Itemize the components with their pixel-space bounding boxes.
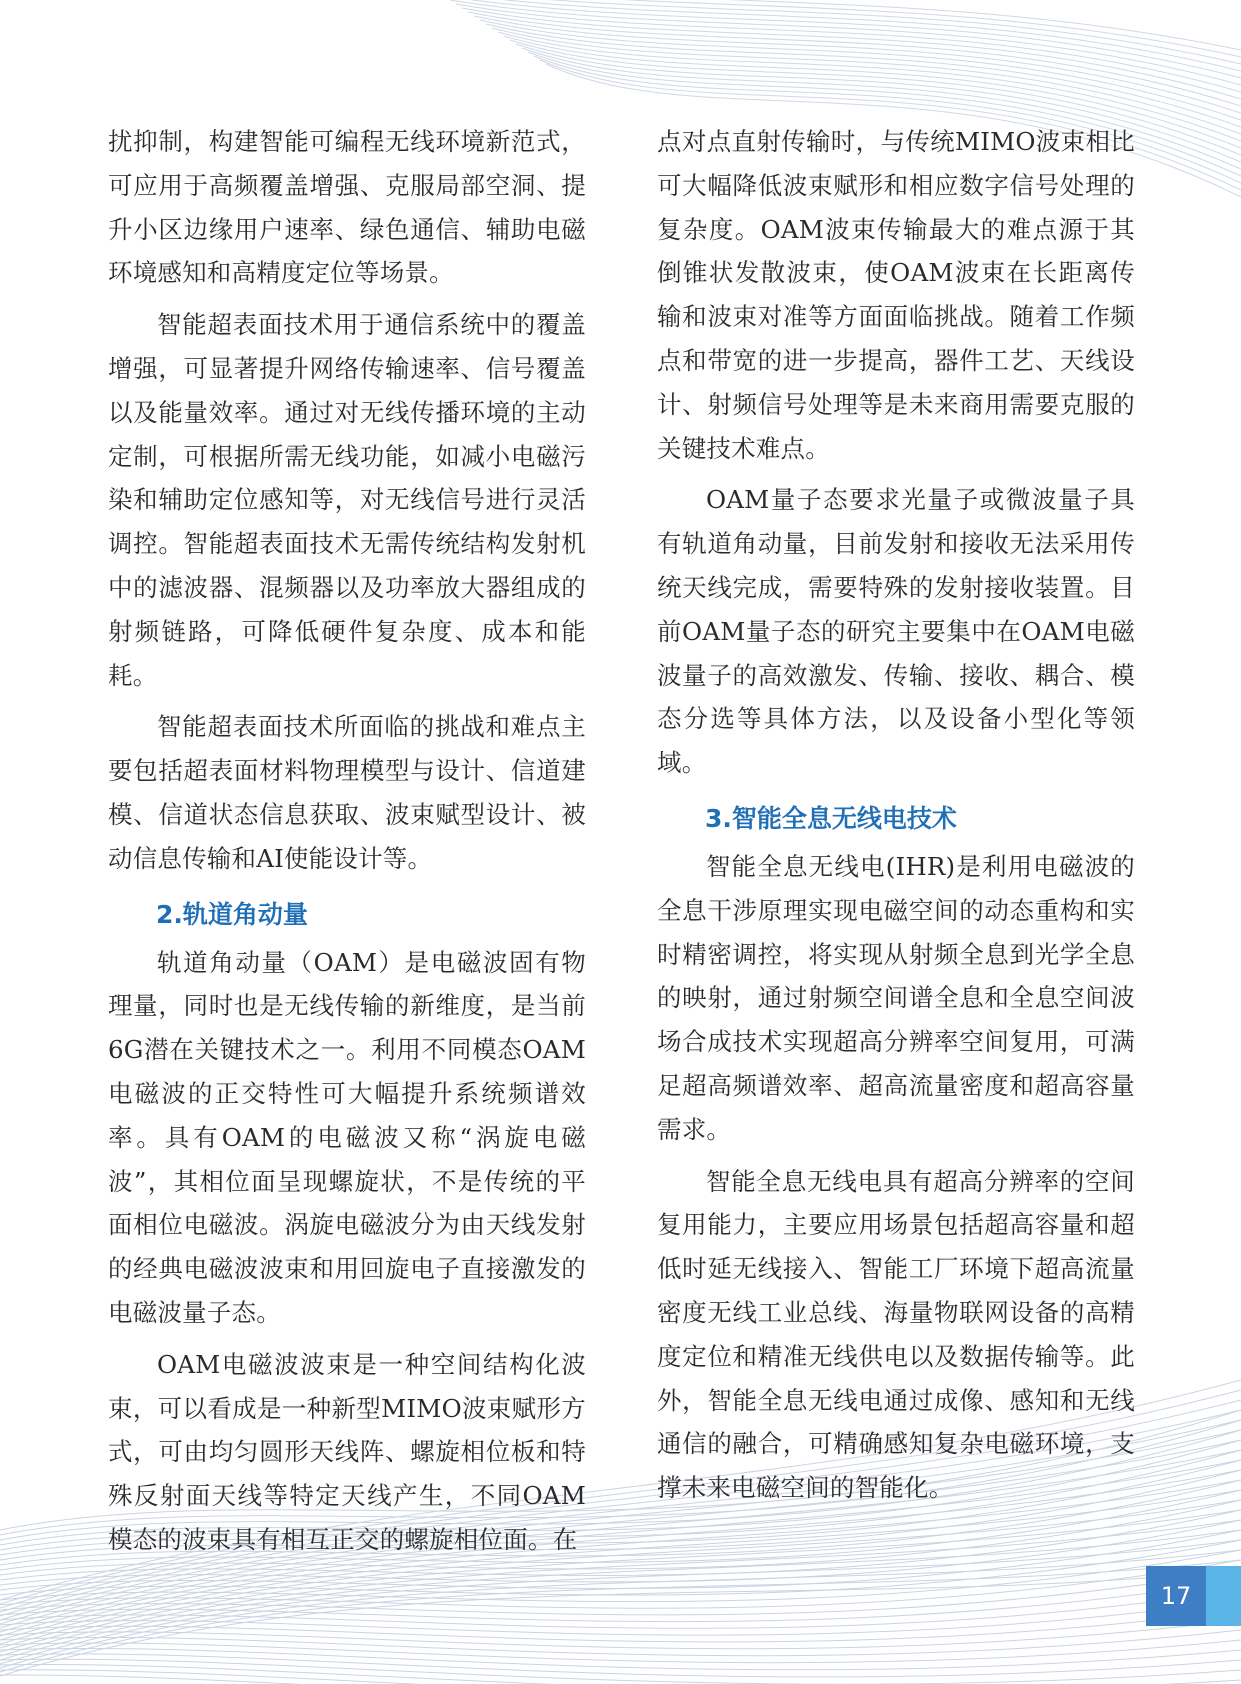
paragraph: 智能超表面技术所面临的挑战和难点主要包括超表面材料物理模型与设计、信道建模、信道状态信息获取、波束赋型设计、被动信息传输和AI使能设计等。	[108, 712, 586, 873]
paragraph: OAM电磁波波束是一种空间结构化波束，可以看成是一种新型MIMO波束赋形方式，可由均匀圆形天线阵、螺旋相位板和特殊反射面天线等特定天线产生，不同OAM模态的波束具有相互正交的螺旋相位面。在	[108, 1349, 586, 1554]
paragraph: 点对点直射传输时，与传统MIMO波束相比可大幅降低波束赋形和相应数字信号处理的复杂度。OAM波束传输最大的难点源于其倒锥状发散波束，使OAM波束在长距离传输和波束对准等方面面临挑战。随着工作频点和带宽的进一步提高，器件工艺、天线设计、射频信号处理等是未来商用需要克服的关键技术难点。	[657, 127, 1135, 463]
decor-line	[0, 1648, 1241, 1669]
section-heading-2: 2.轨道角动量	[156, 899, 308, 929]
decor-line	[468, 12, 1241, 106]
left-column	[108, 120, 586, 1562]
paragraph: 轨道角动量（OAM）是电磁波固有物理量，同时也是无线传输的新维度，是当前6G潜在关键技术之一。利用不同模态OAM电磁波的正交特性可大幅提升系统频谱效率。具有OAM的电磁波又称“涡旋电磁波”，其相位面呈现螺旋状，不是传统的平面相位电磁波。涡旋电磁波分为由天线发射的经典电磁波波束和用回旋电子直接激发的电磁波量子态。	[108, 947, 586, 1327]
paragraph: 智能超表面技术用于通信系统中的覆盖增强，可显著提升网络传输速率、信号覆盖以及能量效率。通过对无线传播环境的主动定制，可根据所需无线功能，如减小电磁污染和辅助定位感知等，对无线信号进行灵活调控。智能超表面技术无需传统结构发射机中的滤波器、混频器以及功率放大器组成的射频链路，可降低硬件复杂度、成本和能耗。	[108, 310, 586, 690]
right-column	[657, 120, 1135, 1510]
paragraph: 智能全息无线电具有超高分辨率的空间复用能力，主要应用场景包括超高容量和超低时延无线接入、智能工厂环境下超高流量密度无线工业总线、海量物联网设备的高精度定位和精准无线供电以及数据传输等。此外，智能全息无线电通过成像、感知和无线通信的融合，可精确感知复杂电磁环境，支撑未来电磁空间的智能化。	[657, 1166, 1135, 1503]
decor-line	[0, 1560, 1241, 1608]
decor-line	[438, 0, 1241, 71]
decor-line	[0, 1640, 1241, 1663]
page-number: 17	[1146, 1566, 1206, 1626]
decor-line	[0, 1630, 1241, 1656]
decor-line	[0, 1600, 1241, 1635]
section-heading-3: 3.智能全息无线电技术	[705, 803, 957, 833]
paragraph: 智能全息无线电(IHR)是利用电磁波的全息干涉原理实现电磁空间的动态重构和实时精密调控，将实现从射频全息到光学全息的映射，通过射频空间谱全息和全息空间波场合成技术实现超高分辨率空间复用，可满足超高频谱效率、超高流量密度和超高容量需求。	[657, 851, 1135, 1144]
page-number-accent	[1206, 1566, 1241, 1626]
paragraph: OAM量子态要求光量子或微波量子具有轨道角动量，目前发射和接收无法采用传统天线完成，需要特殊的发射接收装置。目前OAM量子态的研究主要集中在OAM电磁波量子的高效激发、传输、接收、耦合、模态分选等具体方法，以及设备小型化等领域。	[657, 485, 1135, 778]
decor-line	[0, 1675, 1241, 1684]
paragraph: 扰抑制，构建智能可编程无线环境新范式，可应用于高频覆盖增强、克服局部空洞、提升小区边缘用户速率、绿色通信、辅助电磁环境感知和高精度定位等场景。	[108, 127, 586, 288]
